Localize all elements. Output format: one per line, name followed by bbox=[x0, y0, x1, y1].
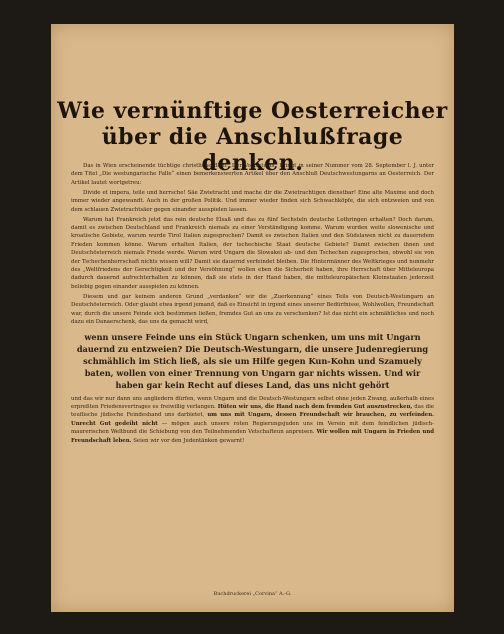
closing-bold-3: Wir wollen mit Ungarn in Frieden und Freundschaft leben. bbox=[71, 429, 435, 444]
closing-mid-1: das die teuflische jüdische Feindeshand uns darbietet, bbox=[71, 403, 434, 419]
closing-bold-2: um uns mit Ungarn, dessen Freundschaft wir brauchen, zu verfeinden. Unrecht Gut gedeiht nicht bbox=[71, 412, 434, 427]
body-paragraph-3: Diesem und gar keinem anderen Grund „verdanken“ wir die „Zuerkennung“ eines Teils von Deutsch-Westungarn an Deutschösterreich. Oder glaubt etwa irgend jemand, daß es Einsicht in irgend eines unserer Bedürfnisse, Wohlwollen, Freundschaft war, durch die unsere Feinde sich bestimmen ließen, fremdes Gut an uns zu verschenken? Ist das nicht ein schmähliches und noch dazu ein Danaerschenk, das uns da gemacht wird, bbox=[71, 293, 434, 326]
closing-paragraph bbox=[71, 395, 434, 445]
emphasized-passage: wenn unsere Feinde uns ein Stück Ungarn schenken, um uns mit Ungarn dauernd zu entzweien? Die Deutsch-Westungarn, die unsere Judenregierung schmählich im Stich ließ, als sie um Hilfe gegen Kun-Kohn und Szamuely baten, wollen von einer Trennung von Ungarn gar nichts wissen. Und wir haben gar kein Recht auf dieses Land, das uns nicht gehört bbox=[76, 331, 429, 391]
body-paragraph-1: Divide et impera, teile und herrsche! Säe Zwietracht und mache dir die Zwietrachtigen dienstbar! Eine alte Maxime und doch immer wieder angewandt. Auch in der großen Politik. Und immer wieder finden sich Schwachköpfe, die sich entzweien und von dem schlauen Zwietrachtsäer gegen einander ausspielen lassen. bbox=[71, 189, 434, 213]
closing-lead: und das wir nur dann uns angliedern dürfen, wenn Ungarn und die Deutsch-Westungarn selbst ohne jeden Zwang, außerhalb eines erpreßten Friedensvertrages es freiwillig verlangen. bbox=[71, 395, 434, 410]
headline-line-1: Wie vernünftige Oesterreicher bbox=[57, 98, 448, 124]
closing-tail: Seien wir vor den Judentänken gewarnt! bbox=[133, 437, 245, 444]
intro-paragraph: Das in Wien erscheinende tüchtige christliche Blatt „Der Volkssturm“ bringt in seiner Nummer vom 28. September l. J. unter dem Titel „Die westungarische Falle“ einen bemerkenswerten Artikel über den Anschluß Deutschwestungarns an Oesterreich. Der Artikel lautet wortgetreu: bbox=[71, 163, 434, 186]
body-paragraph-2: Warum hat Frankreich jetzt das rein deutsche Elsaß und das zu fünf Sechsteln deutsche Lothringen erhalten? Doch darum, damit es zwischen Deutschland und Frankreich niemals zu einer Verständigung komme. Warum wurden weite slowenische und kroatische Gebiete, warum wurde Tirol Italien zugesprochen? Damit es zwischen Italien und den Südslawen nicht zu dauerndem Frieden kommen könne. Warum erhalten Italien, der tschechische Staat deutsche Gebiete? Damit zwischen ihnen und Deutschösterreich niemals Friede werde. Warum wird Ungarn die Slowakei ab- und den Tschechen zugesprochen, obwohl sie von der Tschechenherrschaft nichts wissen will? Damit sie dauernd verfeindet bleiben. Die Hintermänner des Weltkrieges und nunmehr des „Weltfriedens der Gerechtigkeit und der Versöhnung“ wollen eben die Sicherheit haben, ihre Herrschaft über Mitteleuropa dadurch dauernd aufrechterhalten zu können, daß sie stets in der Hand haben, die mitteleuropäischen Kleinstaaten jederzeit beliebig gegen einander ausspielen zu können. bbox=[71, 216, 434, 290]
closing-bold-1: Hüten wir uns, die Hand nach dem fremden Gut auszustrecken, bbox=[217, 403, 413, 410]
article-body bbox=[71, 162, 434, 447]
closing-mid-2: — mögen auch unsere roten Regierungsjuden uns im Verein mit dem feindlichen jüdisch-maurerischen Weltbund die Schiebung von den Teilnehmenden Vetschafteun anpreisen. bbox=[71, 420, 434, 436]
printer-imprint: Buchdruckerei „Corvina“ A.-G. bbox=[213, 591, 292, 597]
headline-line-2: über die Anschlußfrage denken. bbox=[101, 124, 404, 176]
leaflet-page bbox=[51, 24, 454, 612]
